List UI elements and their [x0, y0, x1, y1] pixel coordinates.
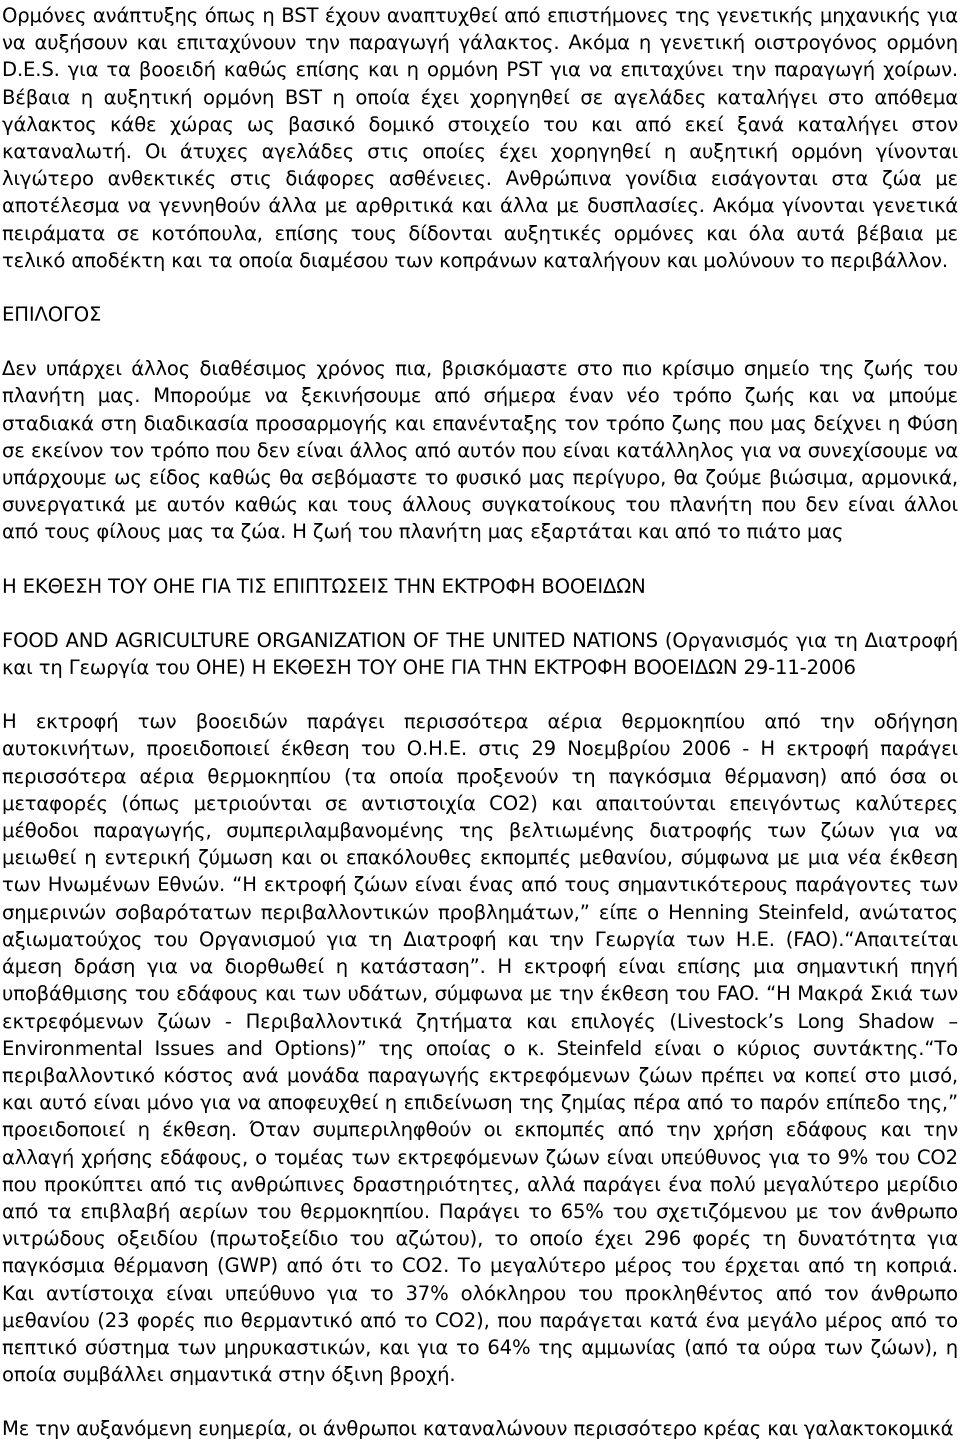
paragraph-epilogue: Δεν υπάρχει άλλος διαθέσιμος χρόνος πια, βρισκόμαστε στο πιο κρίσιμο σημείο της ζωής του πλανήτη μας. Μπορούμε να ξεκινήσουμε από σήμερα έναν νέο τρόπο ζωής και να μπούμε σταδιακά στη διαδικασία προσαρμογής και επανένταξης τον τρόπο ζωης που μας δείχνει η Φύση σε εκείνον τον τρόπο που δεν είναι άλλος από αυτόν που είναι κατάλληλος για να συνεχίσουμε να υπάρχουμε ως είδος καθώς θα σεβόμαστε το φυσικό μας περίγυρο, θα ζούμε βιώσιμα, αρμονικά, συνεργατικά με αυτόν καθώς και τους άλλους συγκατοίκους του πλανήτη που δεν είναι άλλοι από τους φίλους μας τα ζώα. Η ζωή του πλανήτη μας εξαρτάται και από το πιάτο μας: [2, 357, 958, 544]
paragraph-fao-title: FOOD AND AGRICULTURE ORGANIZATION OF THE UNITED NATIONS (Οργανισμός για τη Διατροφή και τη Γεωργία του ΟΗΕ) Η ΕΚΘΕΣΗ ΤΟΥ ΟΗΕ ΓΙΑ ΤΗΝ ΕΚΤΡΟΦΗ ΒΟΟΕΙΔΩΝ 29-11-2006: [2, 628, 958, 680]
paragraph-growth-hormones: Ορμόνες ανάπτυξης όπως η BST έχουν αναπτυχθεί από επιστήμονες της γενετικής μηχανικής για να αυξήσουν και επιταχύνουν την παραγωγή γάλακτος. Ακόμα η γενετική οιστρογόνος ορμόνη D.E.S. για τα βοοειδή καθώς επίσης και η ορμόνη PST για να επιταχύνει την παραγωγή χοίρων. Βέβαια η αυξητική ορμόνη BST η οποία έχει χορηγηθεί σε αγελάδες καταλήγει στο απόθεμα γάλακτος κάθε χώρας ως βασικό δομικό στοιχείο του και από εκεί ξανά καταλήγει στον καταναλωτή. Οι άτυχες αγελάδες στις οποίες έχει χορηγηθεί η αυξητική ορμόνη γίνονται λιγώτερο ανθεκτικές στις διάφορες ασθένειες. Ανθρώπινα γονίδια εισάγονται στα ζώα με αποτέλεσμα να γεννηθούν άλλα με αρθριτικά και άλλα με δυσπλασίες. Ακόμα γίνονται γενετικά πειράματα σε κοτόπουλα, επίσης τους δίδονται αυξητικές ορμόνες και όλα αυτά βέβαια με τελικό αποδέκτη και τα οποία διαμέσου των κοπράνων καταλήγουν και μολύνουν το περιβάλλον.: [2, 4, 958, 272]
section-heading-epilogue: ΕΠΙΛΟΓΟΣ: [2, 303, 102, 327]
section-heading-un-report: Η ΕΚΘΕΣΗ ΤΟΥ ΟΗΕ ΓΙΑ ΤΙΣ ΕΠΙΠΤΩΣΕΙΣ ΤΗΝ ΕΚΤΡΟΦΗ ΒΟΟΕΙΔΩΝ: [2, 574, 646, 598]
paragraph-livestock-report: Η εκτροφή των βοοειδών παράγει περισσότερα αέρια θερμοκηπίου από την οδήγηση αυτοκινήτων, προειδοποιεί έκθεση του Ο.Η.Ε. στις 29 Νοεμβρίου 2006 - Η εκτροφή παράγει περισσότερα αέρια θερμοκηπίου (τα οποία προξενούν τη παγκόσμια θέρμανση) από όσα οι μεταφορές (όπως μετριούνται σε αντιστοιχία CO2) και απαιτούνται επειγόντως καλύτερες μέθοδοι παραγωγής, συμπεριλαμβανομένης της βελτιωμένης διατροφής των ζώων για να μειωθεί η εντερική ζύμωση και οι επακόλουθες εκπομπές μεθανίου, σύμφωνα με μια νέα έκθεση των Ηνωμένων Εθνών. “Η εκτροφή ζώων είναι ένας από τους σημαντικότερους παράγοντες των σημερινών σοβαρότατων περιβαλλοντικών προβλημάτων,” είπε ο Henning Steinfeld, ανώτατος αξιωματούχος του Οργανισμού για τη Διατροφή και την Γεωργία των Η.Ε. (FAO).“Απαιτείται άμεση δράση για να διορθωθεί η κατάσταση”. Η εκτροφή είναι επίσης μια σημαντική πηγή υποβάθμισης του εδάφους και των υδάτων, σύμφωνα με την έκθεση του FAO. “Η Μακρά Σκιά των εκτρεφόμενων ζώων - Περιβαλλοντικά ζητήματα και επιλογές (Livestock’s Long Shadow – Environmental Issues and Options)” της οποίας ο κ. Steinfeld είναι ο κύριος συντάκτης.“Το περιβαλλοντικό κόστος ανά μονάδα παραγωγής εκτρεφόμενων ζώων πρέπει να κοπεί στο μισό, και αυτό είναι μόνο για να αποφευχθεί η επιδείνωση της ζημίας πέρα από το παρόν επίπεδο της,” προειδοποιεί η έκθεση. Όταν συμπεριλ​ηφθούν οι εκπομπές από την χρήση εδάφους και την αλλαγή χρήσης εδάφους, ο τομέας των εκτρεφόμενων ζώων είναι υπεύθυνος για το 9% του CO2 που προκύπτει από τις ανθρώπινες δραστηριότητες, αλλά παράγει ένα πολύ μεγαλύτερο μερίδιο από τα επιβλαβή αερίων του θερμοκηπίου. Παράγει το 65% του σχετιζόμενου με τον άνθρωπο νιτρώδους οξειδίου (πρωτοξείδιο του αζώτου), το οποίο έχει 296 φορές τη δυνατότητα για παγκόσμια θέρμανση (GWP) από ότι το CO2. Το μεγαλύτερο μέρος του έρχεται από τη κοπριά. Και αντίστοιχα είναι υπεύθυνο για το 37% ολόκληρου του προκληθέντος από τον άνθρωπο μεθανίου (23 φορές πιο θερμαντικό από το CO2), που παράγεται κατά ένα μεγάλο μέρος από το πεπτικό σύστημα των μηρυκαστικών, και για το 64% της αμμωνίας (από τα ούρα των ζώων), η οποία συμβάλλει σημαντικά στην όξινη βροχή.: [2, 710, 958, 1387]
document-page: [2, 2, 958, 1443]
paragraph-consumption: Με την αυξανόμενη ευημερία, οι άνθρωποι καταναλώνουν περισσότερο κρέας και γαλακτοκομικά: [2, 1417, 954, 1441]
